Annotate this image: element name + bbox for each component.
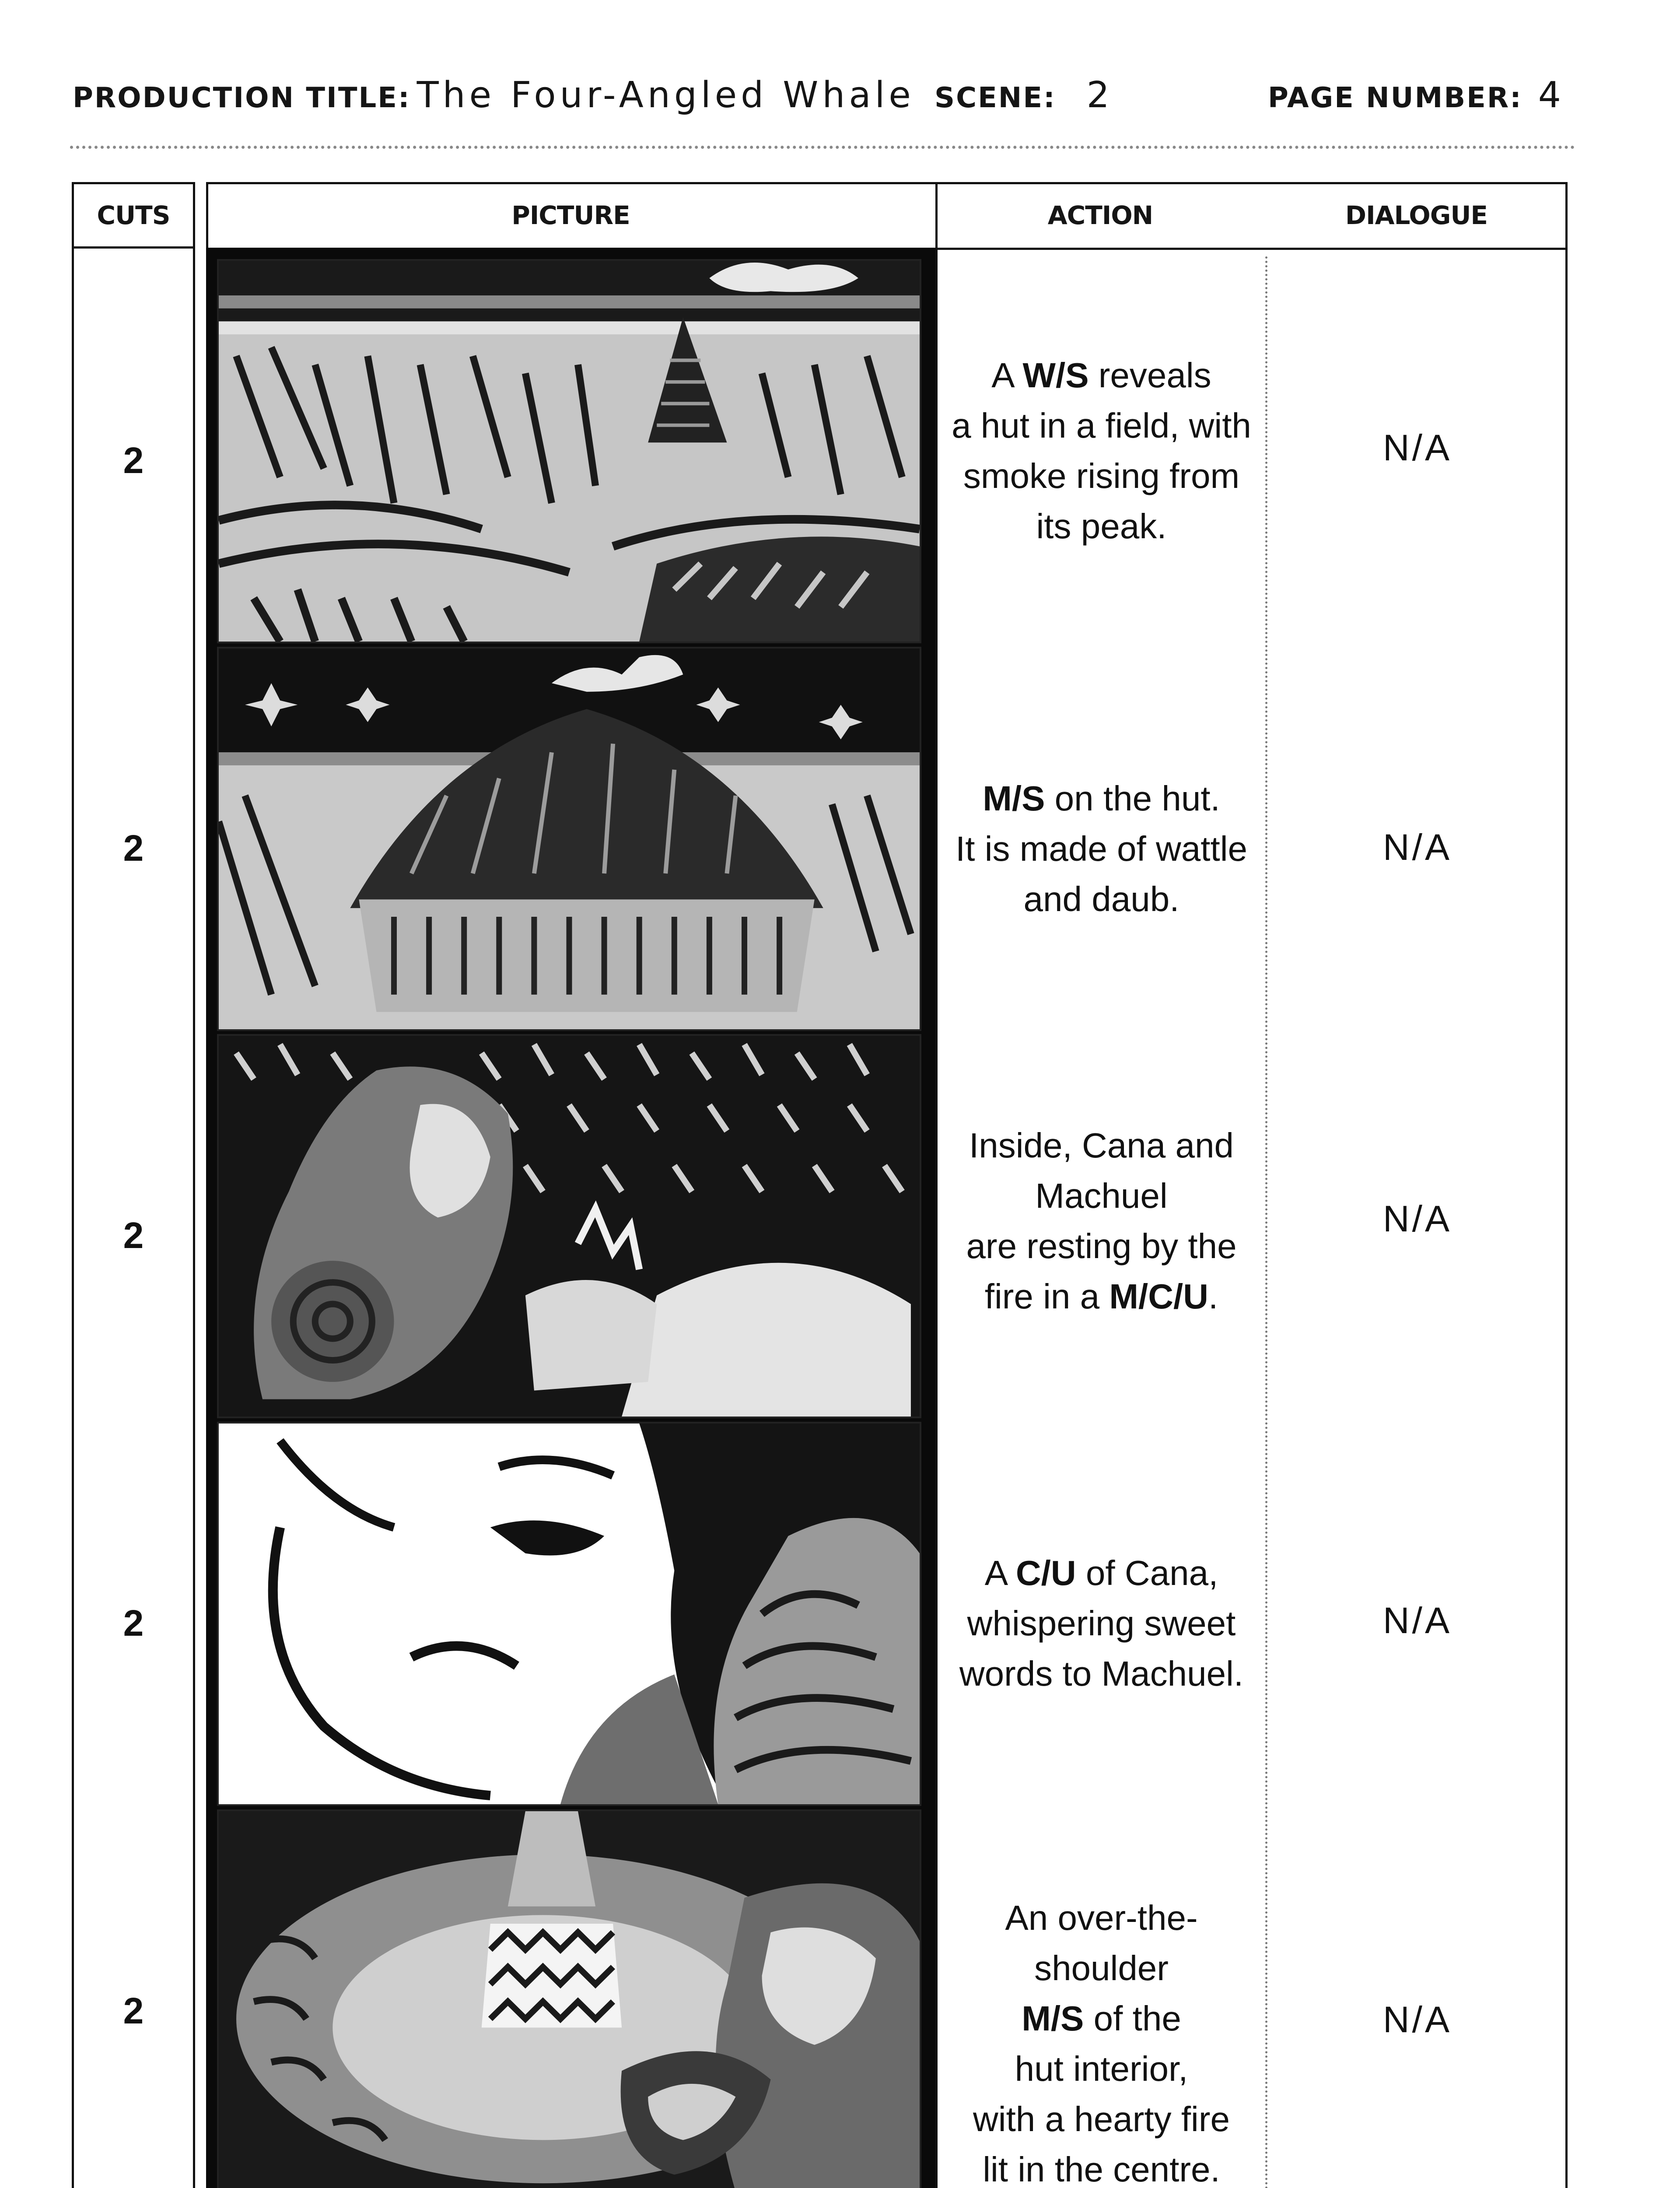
action-line [1024,874,1180,924]
page-number-field [1268,74,1565,118]
action-line [1034,1943,1169,1993]
cut-number-4: 2 [123,1602,144,1644]
shot-type-abbrev: M/S [983,779,1045,818]
action-text: shoulder [1034,1949,1169,1988]
action-text: A [991,356,1023,395]
cut-number-3: 2 [123,1214,144,1256]
action-cell-2 [938,773,1265,924]
action-line [1036,501,1167,551]
action-line [983,773,1220,824]
action-cell-1 [938,350,1265,551]
action-text: fire in a [984,1277,1110,1316]
action-line [966,1221,1236,1271]
action-text: words to Machuel. [959,1654,1244,1693]
action-line [963,451,1239,501]
action-text: smoke rising from [963,456,1240,495]
cut-number-2: 2 [123,827,144,869]
action-text: of Cana, [1076,1553,1218,1592]
shot-type-abbrev: M/C/U [1109,1277,1208,1316]
action-cell-5 [938,1893,1265,2188]
action-line [956,824,1247,874]
storyboard-panel-close-up-cana [217,1422,921,1806]
action-line [1022,1993,1181,2044]
dialogue-cell-2: N/A [1382,827,1452,868]
production-title-label: PRODUCTION TITLE: [73,82,411,114]
shot-type-abbrev: C/U [1015,1553,1076,1592]
scene-field [934,74,1113,118]
action-text: An over-the- [1005,1898,1198,1937]
cut-number-5: 2 [123,1990,144,2031]
action-cell-4 [938,1548,1265,1699]
cut-number-1: 2 [123,439,144,481]
dialogue-cell-3: N/A [1382,1198,1452,1239]
page-number-value: 4 [1538,74,1565,116]
header-divider [70,146,1575,149]
action-text: with a hearty fire [973,2100,1230,2139]
action-text: reveals [1088,356,1211,395]
dialogue-cell-4: N/A [1382,1600,1452,1641]
action-text: on the hut. [1045,779,1220,818]
column-header-cuts: CUTS [97,200,170,230]
action-text: Machuel [1035,1176,1168,1215]
action-line [991,350,1211,400]
action-text: of the [1084,1999,1181,2038]
action-text: . [1208,1277,1218,1316]
action-line [967,1598,1236,1648]
page-number-label: PAGE NUMBER: [1268,82,1522,114]
action-line [969,1120,1234,1171]
scene-label: SCENE: [934,82,1056,114]
action-text: It is made of wattle [956,829,1247,868]
storyboard-panel-over-shoulder-interior [217,1809,921,2188]
action-text: and daub. [1023,880,1180,919]
shot-type-abbrev: W/S [1022,356,1089,395]
action-line [983,2144,1220,2188]
shot-type-abbrev: M/S [1022,1999,1084,2038]
dialogue-cell-1: N/A [1382,427,1452,468]
action-cell-3 [938,1120,1265,1322]
action-text: Inside, Cana and [969,1126,1234,1165]
storyboard-panel-wide-shot-hut [217,259,921,643]
action-line [959,1648,1243,1699]
action-line [973,2094,1230,2144]
action-text: whispering sweet [967,1604,1236,1643]
action-text: are resting by the [966,1227,1237,1266]
action-line [985,1271,1218,1322]
action-line [952,400,1251,451]
action-line [985,1548,1218,1598]
production-title-value: The Four-Angled Whale [416,74,915,116]
storyboard-panel-medium-shot-hut [217,647,921,1031]
action-text: A [984,1553,1016,1592]
production-title-field [73,74,915,118]
action-text: hut interior, [1015,2049,1188,2088]
action-line [1015,2044,1188,2094]
action-line [1035,1171,1167,1221]
action-text: lit in the centre. [983,2150,1220,2188]
storyboard-panel-resting-by-fire [217,1034,921,1418]
action-text: its peak. [1036,507,1167,546]
column-header-action: ACTION [1047,200,1153,230]
dialogue-cell-5: N/A [1382,1999,1452,2040]
column-header-picture: PICTURE [511,200,630,230]
action-line [1005,1893,1197,1943]
scene-value: 2 [1086,74,1113,116]
column-header-dialogue: DIALOGUE [1345,200,1488,230]
action-text: a hut in a field, with [952,406,1251,445]
